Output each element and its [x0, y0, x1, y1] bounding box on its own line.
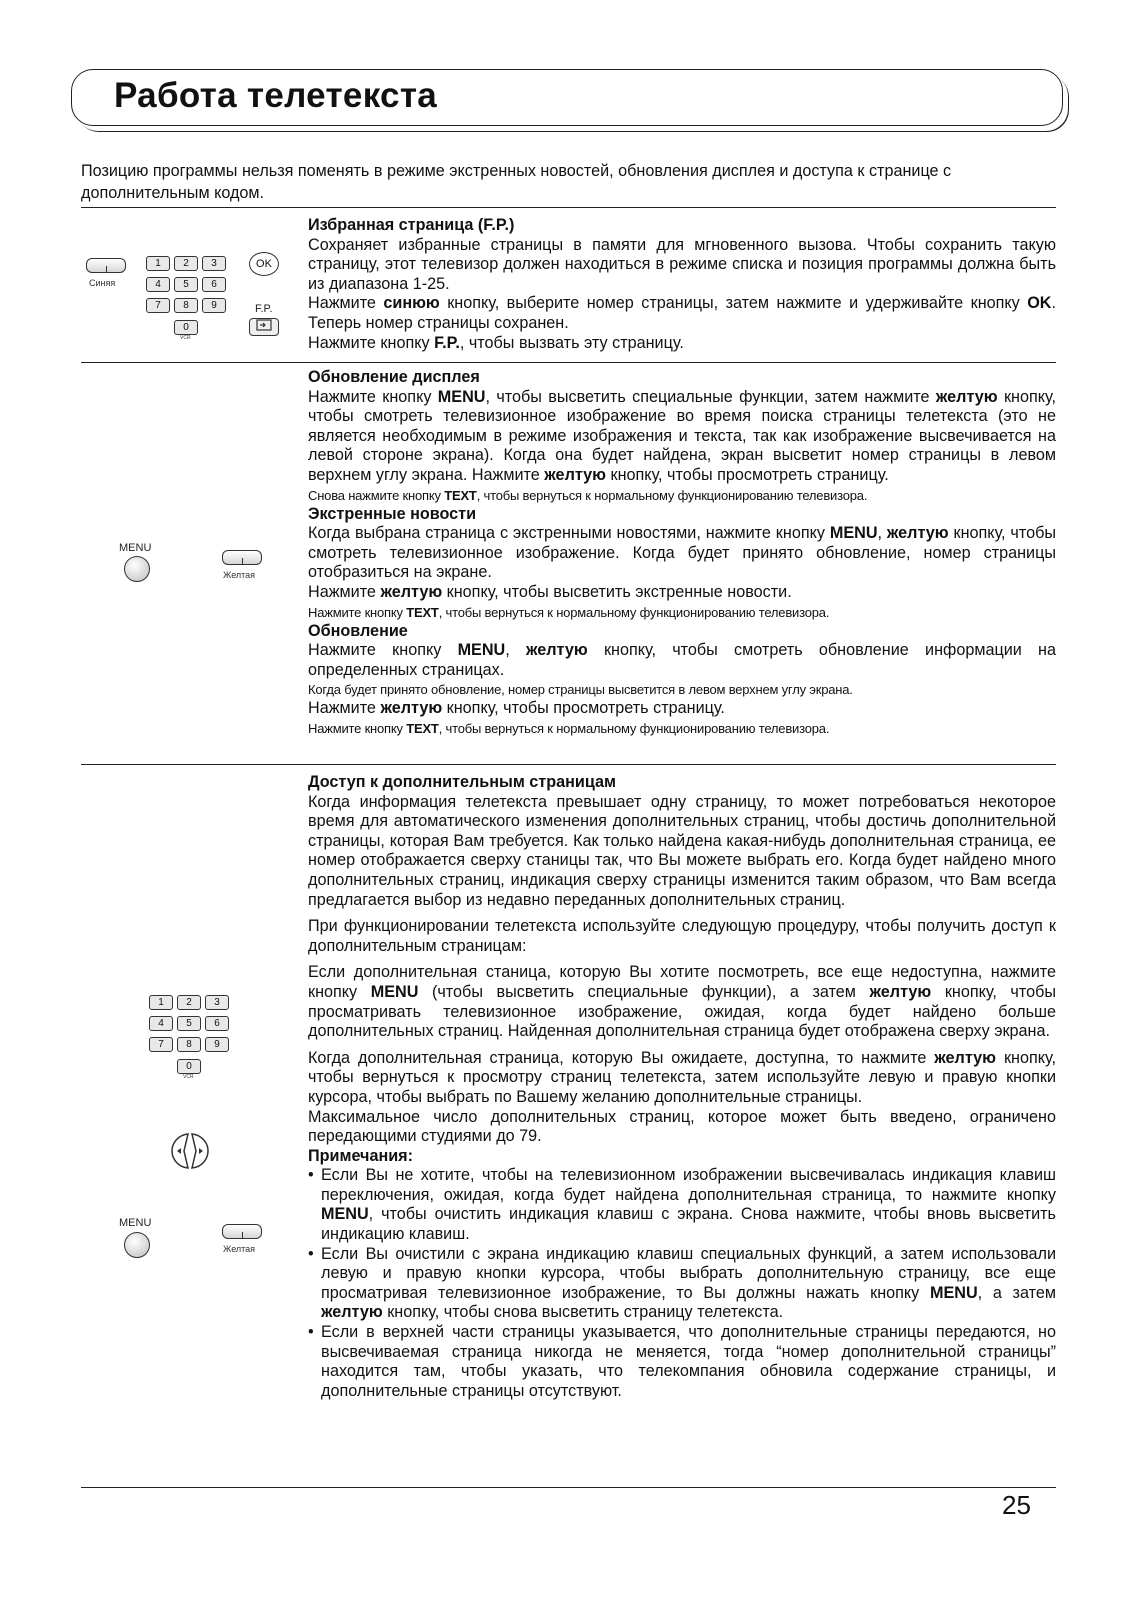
divider: [81, 1487, 1056, 1488]
key-3: 3: [202, 256, 226, 271]
list-item: • Если в верхней части страницы указывается, что дополнительные страницы передаются, но высвечиваемая страница никогда не меняется, тогда “номер дополнительной страницы” находится там, чтобы указать, что телекомпания обновила содержание страницы, и дополнительные страницы отсутствуют.: [308, 1323, 1056, 1400]
fp-button-icon: [249, 318, 279, 336]
subpages-section: [308, 773, 1056, 1401]
key-6: 6: [205, 1016, 229, 1031]
blue-button-label: Синяя: [89, 278, 116, 288]
list-item: • Если Вы очистили с экрана индикацию клавиш специальных функций, а затем использовали левую и правую кнопки курсора, чтобы выбрать дополнительную страницу, все еще просматривая телевизионное изображение, то Вы должны нажать кнопку MENU, а затем желтую кнопку, чтобы снова высветить страницу телетекста.: [308, 1244, 1056, 1322]
ok-button-icon: OK: [249, 252, 279, 276]
intro-text: Позицию программы нельзя поменять в режиме экстренных новостей, обновления дисплея и доступа к странице с дополнительным кодом.: [81, 162, 952, 202]
key-4: 4: [146, 277, 170, 292]
page-number: 25: [1002, 1490, 1031, 1520]
yellow-button-icon: [222, 1224, 262, 1239]
yellow-button-label: Желтая: [223, 1244, 256, 1254]
divider: [81, 207, 1056, 208]
notes-list: [308, 1166, 1056, 1401]
favourite-page-section: [308, 216, 1056, 353]
paragraph: Максимальное число дополнительных страниц, которое может быть введено, ограничено передающими студиями до 79.: [308, 1107, 1056, 1146]
menu-label: MENU: [119, 1217, 152, 1229]
key-3: 3: [205, 995, 229, 1010]
yellow-button-label: Желтая: [223, 570, 256, 580]
paragraph: Нажмите кнопку F.P., чтобы вызвать эту страницу.: [308, 333, 684, 352]
key-1: 1: [146, 256, 170, 271]
menu-button-icon: [124, 556, 150, 582]
vcr-label: VCR: [183, 1074, 194, 1080]
menu-button-icon: [124, 1232, 150, 1258]
divider: [81, 362, 1056, 363]
update-display-section: [308, 368, 1056, 738]
yellow-button-icon: [222, 550, 262, 565]
small-note: Когда будет принято обновление, номер страницы высветится в левом верхнем углу экрана.: [308, 682, 853, 698]
small-note: Нажмите кнопку TEXT, чтобы вернуться к нормальному функционированию телевизора.: [308, 720, 830, 736]
menu-label: MENU: [119, 542, 152, 554]
key-6: 6: [202, 277, 226, 292]
key-1: 1: [149, 995, 173, 1010]
section-heading: Экстренные новости: [308, 504, 477, 523]
paragraph: При функционировании телетекста используйте следующую процедуру, чтобы получить доступ к дополнительным страницам:: [308, 917, 1056, 955]
paragraph: Если дополнительная станица, которую Вы хотите посмотреть, все еще недоступна, нажмите кнопку MENU (чтобы высветить специальные функции), а затем желтую кнопку, чтобы просматривать телевизионное изображение, ожидая, когда будет найдено больше дополнительных страниц. Найденная дополнительная страница будет отображена сверху экрана.: [308, 963, 1056, 1041]
paragraph: Нажмите кнопку MENU, чтобы высветить специальные функции, затем нажмите желтую кнопку, чтобы смотреть телевизионное изображение во время поиска страницы телетекста (это не является необходимым в режиме изображения и текста, так как изображение высвечивается на левой стороне экрана). Когда она будет найдена, экран высветит номер страницы в левом верхнем углу экрана. Нажмите желтую кнопку, чтобы просмотреть страницу.: [308, 387, 1056, 484]
key-5: 5: [174, 277, 198, 292]
list-item: • Если Вы не хотите, чтобы на телевизионном изображении высвечивалась индикация клавиш переключения, ожидая, когда будет найдена дополнительная страница, то нажмите кнопку MENU, чтобы очистить индикация клавиш с экрана. Снова нажмите, чтобы вновь высветить индикацию клавиш.: [308, 1166, 1056, 1244]
section-heading: Избранная страница (F.P.): [308, 216, 515, 234]
key-4: 4: [149, 1016, 173, 1031]
paragraph: Нажмите желтую кнопку, чтобы просмотреть страницу.: [308, 699, 725, 718]
paragraph: Нажмите желтую кнопку, чтобы высветить экстренные новости.: [308, 582, 792, 601]
paragraph: Когда дополнительная страница, которую Вы ожидаете, доступна, то нажмите желтую кнопку, чтобы вернуться к просмотру страниц телетекста, затем используйте левую и правую кнопки курсора, чтобы выбрать по Вашему желанию дополнительные страницы.: [308, 1048, 1056, 1106]
section-heading: Обновление: [308, 621, 408, 640]
number-keypad-icon: [146, 256, 232, 342]
key-2: 2: [177, 995, 201, 1010]
key-7: 7: [149, 1037, 173, 1052]
key-5: 5: [177, 1016, 201, 1031]
vcr-label: VCR: [180, 335, 191, 341]
page-title: Работа телетекста: [114, 76, 438, 115]
key-7: 7: [146, 298, 170, 313]
blue-button-icon: [86, 258, 126, 273]
key-2: 2: [174, 256, 198, 271]
key-9: 9: [205, 1037, 229, 1052]
paragraph: Когда информация телетекста превышает одну страницу, то может потребоваться некоторое время для автоматического изменения дополнительных страниц, чтобы достичь дополнительной страницы, которая Вам требуется. Как только найдена какая-нибудь дополнительная страница, ее номер отображается сверху станицы так, что Вы можете выбрать его. Когда будет найдено много дополнительных страниц, индикация сверху страницы изменится таким образом, что Вам всегда предлагается выбор из недавно переданных дополнительных страниц.: [308, 792, 1056, 909]
paragraph: Нажмите синюю кнопку, выберите номер страницы, затем нажмите и удерживайте кнопку OK. Теперь номер страницы сохранен.: [308, 294, 1056, 332]
section-heading: Обновление дисплея: [308, 368, 480, 386]
small-note: Нажмите кнопку TEXT, чтобы вернуться к нормальному функционированию телевизора.: [308, 604, 830, 620]
paragraph: Сохраняет избранные страницы в памяти для мгновенного вызова. Чтобы сохранить такую страницу, этот телевизор должен находиться в режиме списка и позиция программы должна быть из диапазона 1-25.: [308, 235, 1056, 293]
cursor-left-right-icon: [168, 1131, 212, 1171]
key-0: 0: [174, 320, 198, 335]
section-heading: Доступ к дополнительным страницам: [308, 773, 616, 791]
small-note: Снова нажмите кнопку TEXT, чтобы вернуться к нормальному функционированию телевизора.: [308, 487, 868, 503]
number-keypad-icon: [149, 995, 235, 1081]
notes-heading: Примечания:: [308, 1146, 414, 1165]
paragraph: Когда выбрана страница с экстренными новостями, нажмите кнопку MENU, желтую кнопку, чтобы смотреть телевизионное изображение. Когда будет принято обновление, номер страницы отобразиться на экране.: [308, 524, 1057, 582]
title-box: [71, 69, 1063, 126]
key-8: 8: [177, 1037, 201, 1052]
key-8: 8: [174, 298, 198, 313]
key-0: 0: [177, 1059, 201, 1074]
divider: [81, 764, 1056, 765]
key-9: 9: [202, 298, 226, 313]
fp-label: F.P.: [255, 303, 273, 315]
paragraph: Нажмите кнопку MENU, желтую кнопку, чтобы смотреть обновление информации на определенных страницах.: [308, 641, 1057, 679]
